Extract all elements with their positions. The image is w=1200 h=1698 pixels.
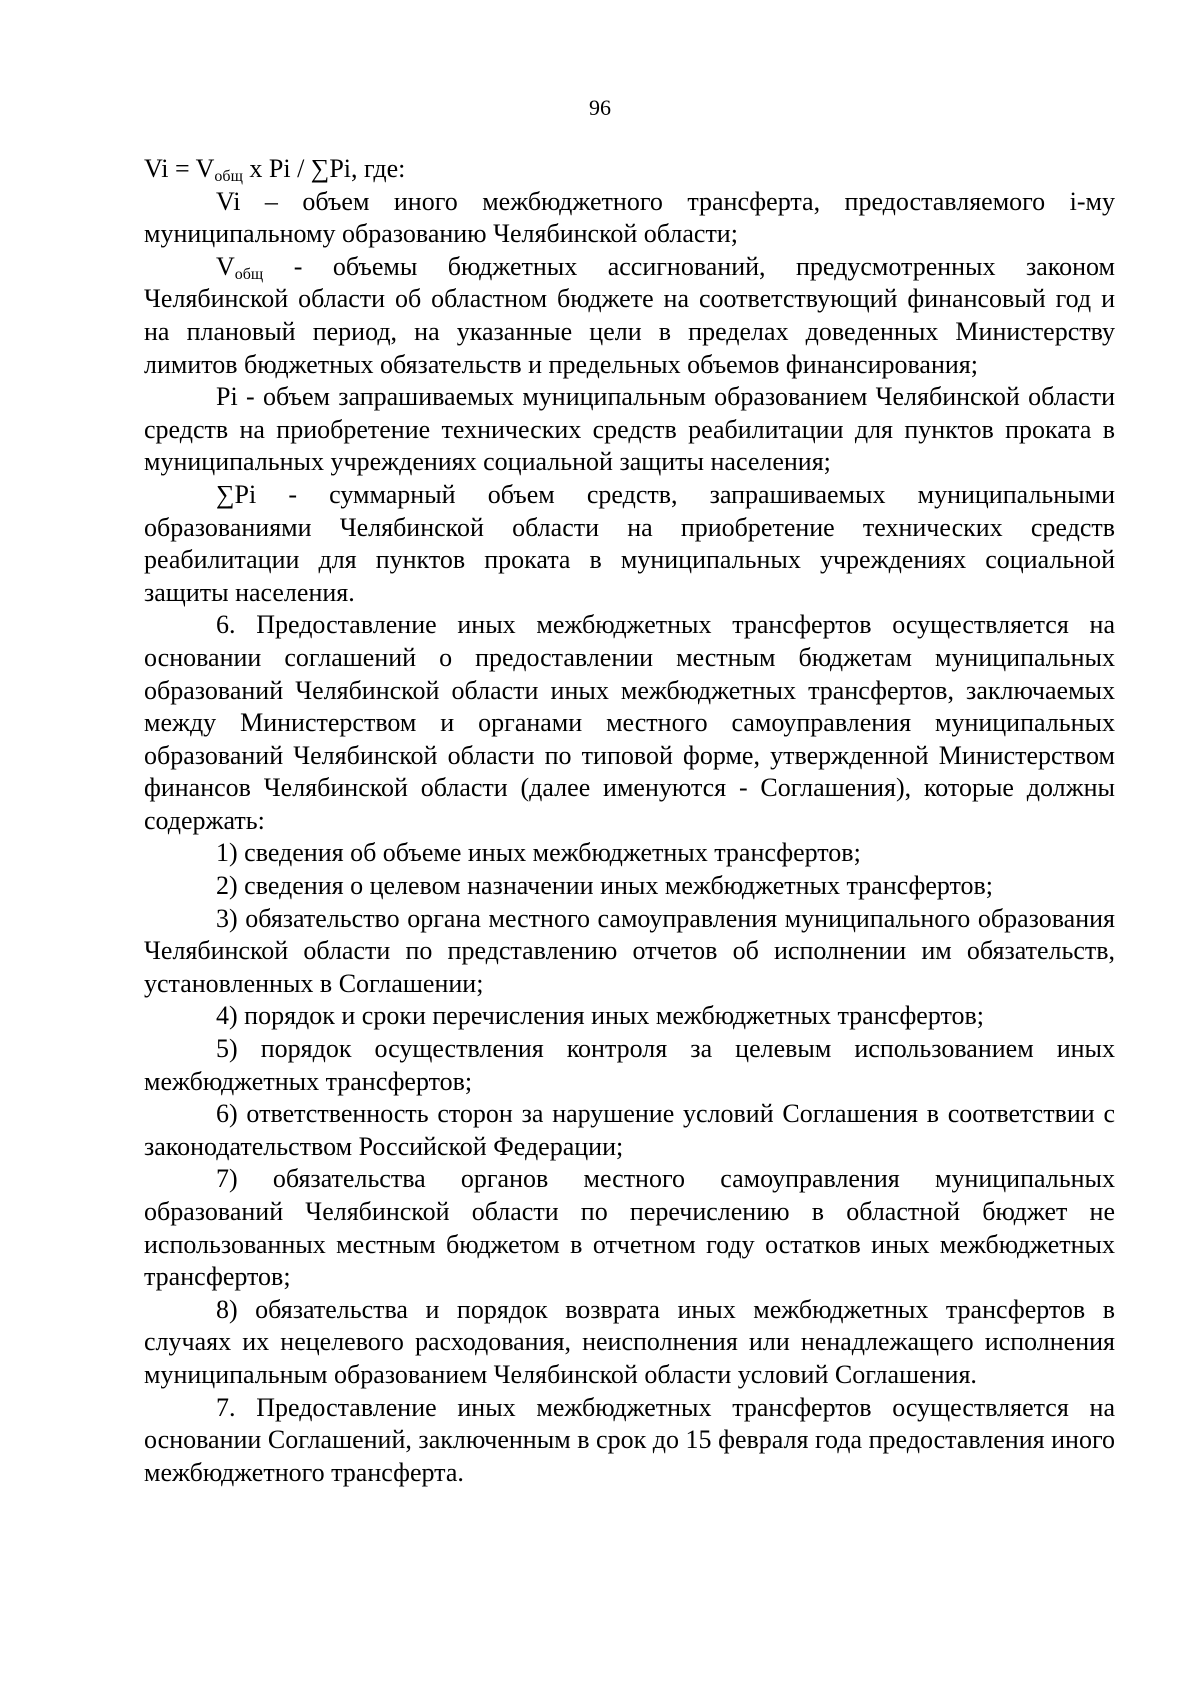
section-6-intro: 6. Предоставление иных межбюджетных трансфертов осуществляется на основании соглашений о предоставлении местным бюджетам муниципальных образований Челябинской области иных межбюджетных трансфертов, заключаемых между Министерством и органами местного самоуправления муниципальных образований Челябинской области по типовой форме, утвержденной Министерством финансов Челябинской области (далее именуются - Соглашения), которые должны содержать:	[144, 610, 1115, 835]
definition-vi	[144, 186, 1115, 251]
section-6-item-2: 2) сведения о целевом назначении иных межбюджетных трансфертов;	[216, 871, 994, 901]
formula-subscript: общ	[214, 168, 243, 185]
formula-lhs: Vi = V	[144, 154, 215, 183]
definition-pi	[144, 381, 1115, 479]
definition-text: Vi – объем иного межбюджетного трансферта, предоставляемого i-му муниципальному образованию Челябинской области;	[144, 186, 1115, 249]
definition-sum-pi	[144, 479, 1115, 609]
definition-subscript: общ	[234, 265, 264, 283]
document-body	[144, 153, 1115, 1489]
section-6-item-1: 1) сведения об объеме иных межбюджетных трансфертов;	[216, 838, 861, 868]
formula-rhs: x Pi / ∑Pi, где:	[242, 154, 406, 183]
definition-symbol: V	[216, 251, 235, 281]
formula-line	[144, 153, 1115, 186]
section-7-text: 7. Предоставление иных межбюджетных трансфертов осуществляется на основании Соглашений, заключенным в срок до 15 февраля года предоставления иного межбюджетного трансферта.	[144, 1392, 1115, 1487]
section-6-item-8: 8) обязательства и порядок возврата иных межбюджетных трансфертов в случаях их нецелевого расходования, неисполнения или ненадлежащего исполнения муниципальным образованием Челябинской области условий Соглашения.	[144, 1294, 1115, 1389]
definition-text: ∑Pi - суммарный объем средств, запрашиваемых муниципальными образованиями Челябинской области на приобретение технических средств реабилитации для пунктов проката в муниципальных учреждениях социальной защиты населения.	[144, 479, 1115, 607]
section-6-item-5: 5) порядок осуществления контроля за целевым использованием иных межбюджетных трансфертов;	[144, 1034, 1115, 1096]
section-6-item-3: 3) обязательство органа местного самоуправления муниципального образования Челябинской области по представлению отчетов об исполнении им обязательств, установленных в Соглашении;	[144, 903, 1115, 998]
section-6-item-6: 6) ответственность сторон за нарушение условий Соглашения в соответствии с законодательством Российской Федерации;	[144, 1099, 1115, 1161]
section-6-item-4: 4) порядок и сроки перечисления иных межбюджетных трансфертов;	[216, 1001, 985, 1031]
definition-text: - объемы бюджетных ассигнований, предусмотренных законом Челябинской области об областном бюджете на соответствующий финансовый год и на плановый период, на указанные цели в пределах доведенных Министерству лимитов бюджетных обязательств и предельных объемов финансирования;	[144, 251, 1115, 379]
definition-vobsh	[144, 251, 1115, 381]
definition-text: Pi - объем запрашиваемых муниципальным образованием Челябинской области средств на приобретение технических средств реабилитации для пунктов проката в муниципальных учреждениях социальной защиты населения;	[144, 382, 1115, 477]
section-6-item-7: 7) обязательства органов местного самоуправления муниципальных образований Челябинской области по перечислению в областной бюджет не использованных местным бюджетом в отчетном году остатков иных межбюджетных трансфертов;	[144, 1164, 1115, 1292]
page-number: 96	[589, 95, 611, 120]
